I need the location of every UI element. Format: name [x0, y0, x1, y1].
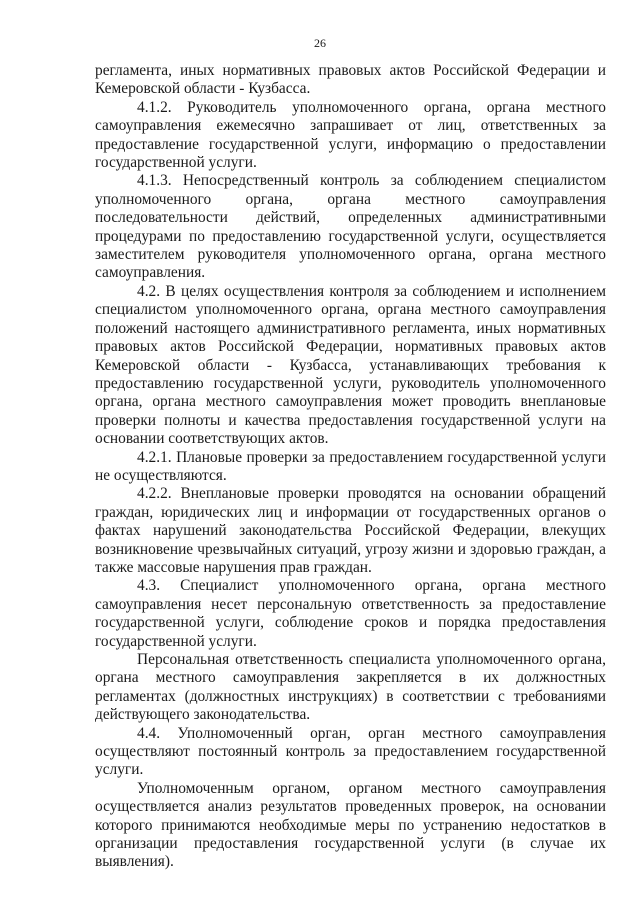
paragraph-4-3: 4.3. Специалист уполномоченного органа, органа местного самоуправления несет персональную ответственность за предоставление государственной услуги, соблюдение сроков и порядка предоставления государственной услуги. — [95, 577, 606, 650]
paragraph-continuation: регламента, иных нормативных правовых актов Российской Федерации и Кемеровской области - Кузбасса. — [95, 62, 606, 98]
paragraph-4-1-2: 4.1.2. Руководитель уполномоченного органа, органа местного самоуправления ежемесячно запрашивает от лиц, ответственных за предоставление государственной услуги, информацию о предоставлении государственной услуги. — [95, 98, 606, 172]
page-number: 26 — [314, 36, 326, 50]
paragraph-4-2-2: 4.2.2. Внеплановые проверки проводятся на основании обращений граждан, юридических лиц и информации от государственных органов о фактах нарушений законодательства Российской Федерации, влекущих возникновение чрезвычайных ситуаций, угрозу жизни и здоровью граждан, а также массовые нарушения прав граждан. — [95, 485, 606, 576]
document-body — [95, 62, 606, 872]
paragraph-4-2-1: 4.2.1. Плановые проверки за предоставлением государственной услуги не осуществляются. — [95, 448, 606, 484]
paragraph-4-2: 4.2. В целях осуществления контроля за соблюдением и исполнением специалистом уполномоченного органа, органа местного самоуправления положений настоящего административного регламента, иных нормативных правовых актов Российской Федерации, нормативных правовых актов Кемеровской области - Кузбасса, устанавливающих требования к предоставлению государственной услуги, руководитель уполномоченного органа, органа местного самоуправления может проводить внеплановые проверки полноты и качества предоставления государственной услуги на основании соответствующих актов. — [95, 282, 606, 448]
paragraph-personal-responsibility: Персональная ответственность специалиста уполномоченного органа, органа местного самоуправления закрепляется в их должностных регламентах (должностных инструкциях) в соответствии с требованиями действующего законодательства. — [95, 651, 606, 724]
paragraph-4-1-3: 4.1.3. Непосредственный контроль за соблюдением специалистом уполномоченного органа, органа местного самоуправления последовательности действий, определенных административными процедурами по предоставлению государственной услуги, осуществляется заместителем руководителя уполномоченного органа, органа местного самоуправления. — [95, 172, 606, 282]
paragraph-4-4: 4.4. Уполномоченный орган, орган местного самоуправления осуществляют постоянный контроль за предоставлением государственной услуги. — [95, 724, 606, 779]
paragraph-analysis: Уполномоченным органом, органом местного самоуправления осуществляется анализ результатов проведенных проверок, на основании которого принимаются необходимые меры по устранению недостатков в организации предоставления государственной услуги (в случае их выявления). — [95, 779, 606, 871]
